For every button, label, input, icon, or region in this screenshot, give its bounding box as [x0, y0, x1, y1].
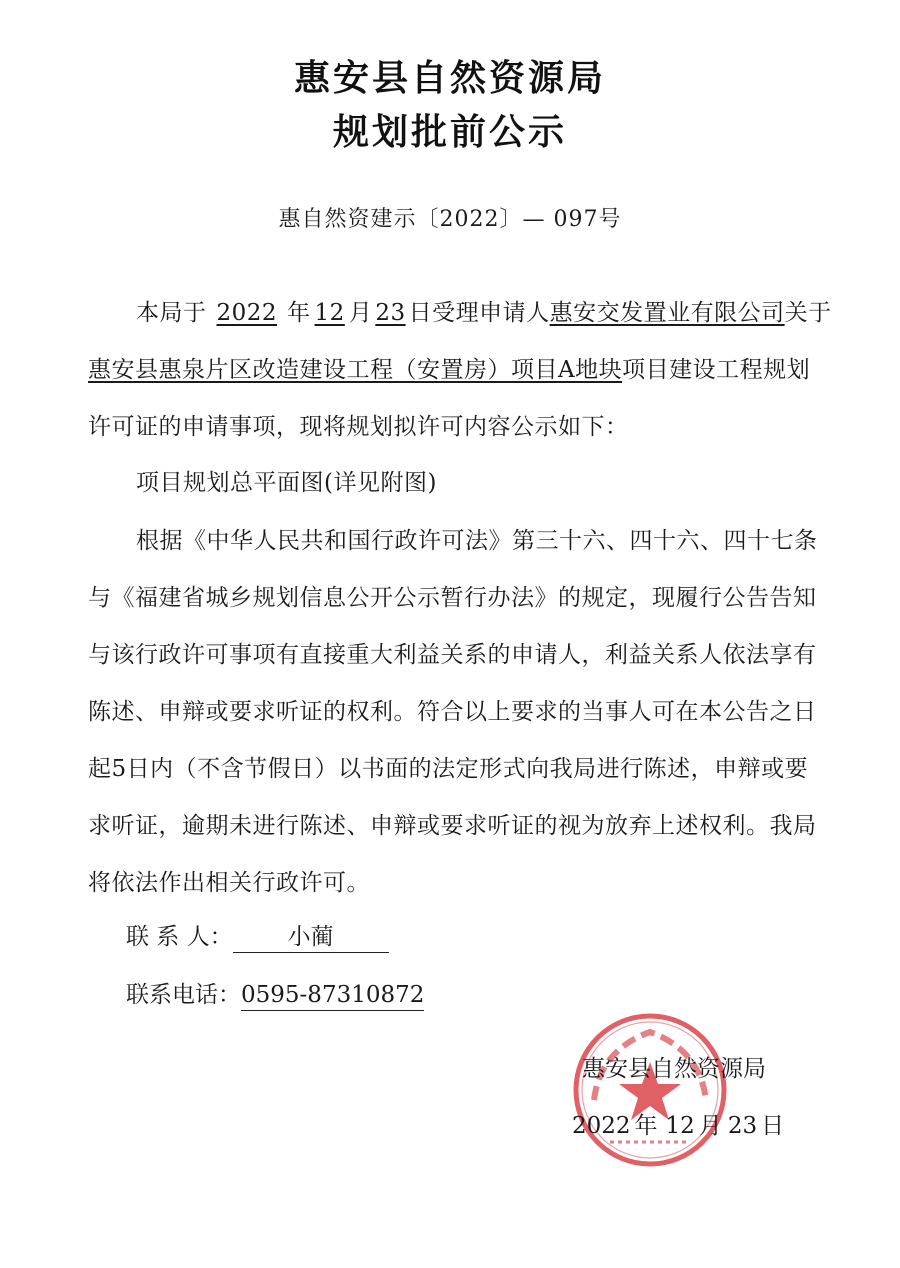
applicant-name: 惠安交发置业有限公司: [549, 300, 785, 326]
official-seal-stamp: [570, 1010, 730, 1170]
signature-organization: 惠安县自然资源局: [582, 1056, 766, 1082]
paragraph-2: 项目规划总平面图(详见附图): [136, 470, 437, 496]
page-subtitle: 规划批前公示: [332, 112, 567, 153]
page-title: 惠安县自然资源局: [293, 58, 606, 99]
contact-phone-row: [126, 980, 424, 1011]
contact-person-row: [126, 922, 389, 953]
accept-day: 23: [375, 300, 406, 326]
paragraph-3-line: 陈述、申辩或要求听证的权利。符合以上要求的当事人可在本公告之日: [88, 699, 817, 725]
paragraph-1-line-1: 本局于 2022 年 12 月 23 日受理申请人惠安交发置业有限公司关于: [136, 300, 832, 326]
contact-phone-value: 0595-87310872: [241, 980, 424, 1011]
project-name: 惠安县惠泉片区改造建设工程（安置房）项目A地块: [88, 357, 623, 383]
paragraph-3-line: 将依法作出相关行政许可。: [88, 870, 370, 896]
paragraph-1-line-2: 惠安县惠泉片区改造建设工程（安置房）项目A地块项目建设工程规划: [88, 357, 811, 383]
paragraph-3-line: 起5日内（不含节假日）以书面的法定形式向我局进行陈述，申辩或要: [88, 756, 809, 782]
contact-person-label: 联 系 人：: [126, 924, 233, 950]
document-number: 惠自然资建示〔2022〕— 097号: [278, 207, 622, 232]
paragraph-3-line: 与《福建省城乡规划信息公开公示暂行办法》的规定，现履行公告告知: [88, 585, 817, 611]
accept-month: 12: [314, 300, 345, 326]
contact-person-value: 小蔺: [233, 922, 389, 953]
contact-phone-label: 联系电话：: [126, 982, 241, 1008]
accept-year: 2022: [216, 300, 278, 326]
paragraph-3-line: 与该行政许可事项有直接重大利益关系的申请人，利益关系人依法享有: [88, 642, 817, 668]
paragraph-1-line-3: 许可证的申请事项，现将规划拟许可内容公示如下：: [88, 414, 629, 440]
signature-date: 2022 年 12 月 23 日: [572, 1113, 785, 1139]
paragraph-3-line: 根据《中华人民共和国行政许可法》第三十六、四十六、四十七条: [136, 528, 818, 554]
paragraph-3-line: 求听证，逾期未进行陈述、申辩或要求听证的视为放弃上述权利。我局: [88, 813, 817, 839]
